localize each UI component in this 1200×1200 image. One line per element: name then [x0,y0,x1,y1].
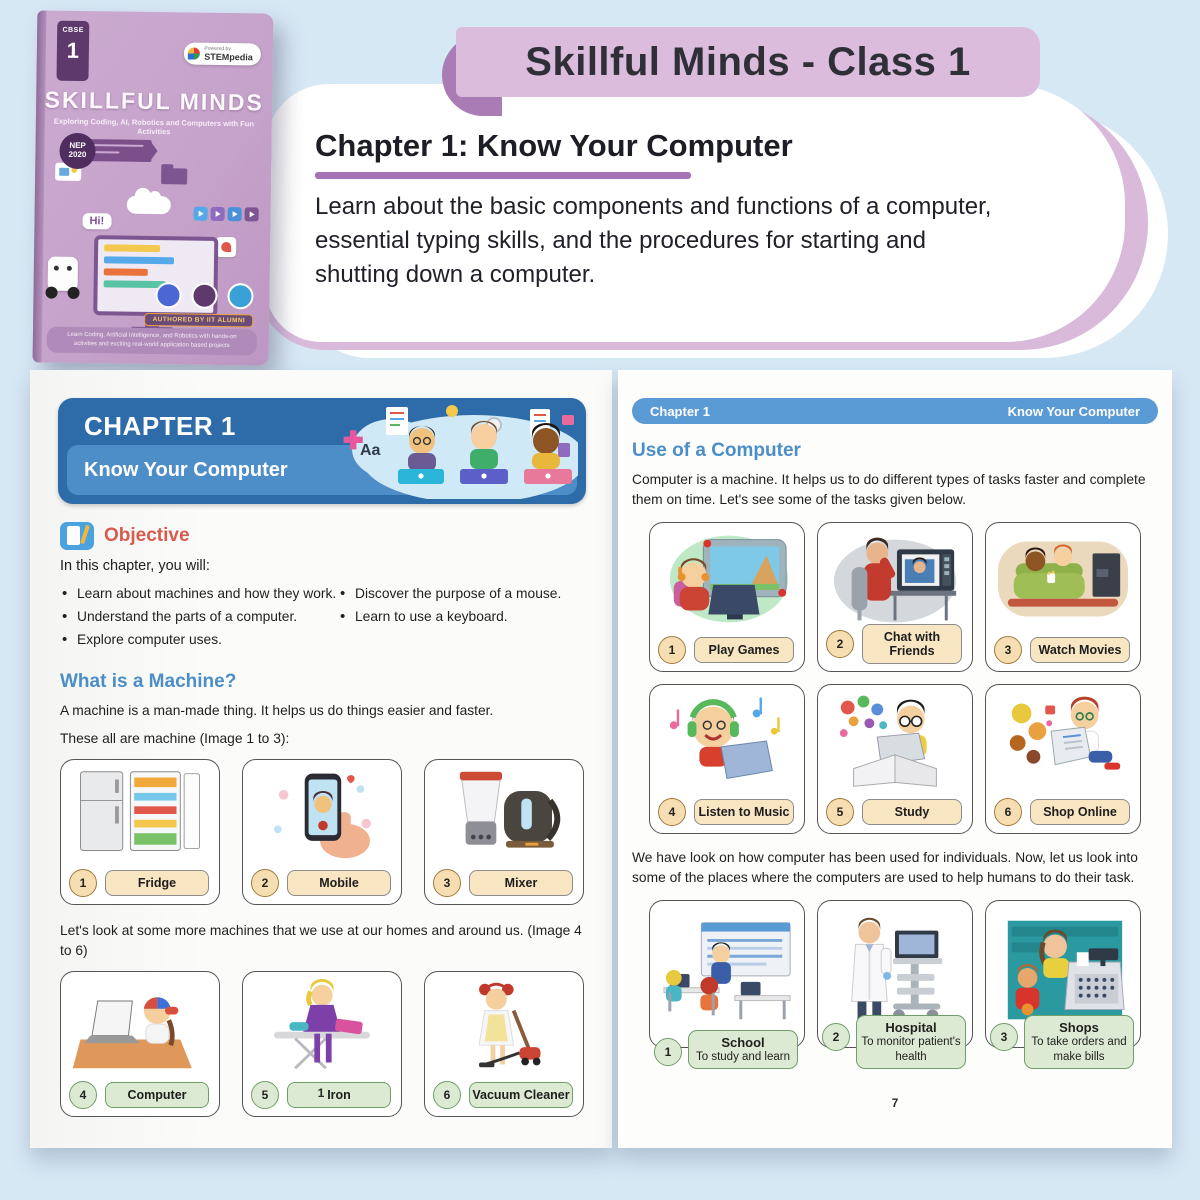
task-label: Chat with Friends [862,624,962,664]
cover-tagline: Learn Coding, Artificial Intelligence, and Robotics with hands-on activities and exciting real-world application based projects [47,327,257,356]
kids-with-laptops-illustration [334,403,578,499]
cbse-grade-tab [56,21,89,81]
right-page [618,370,1172,1148]
machine-text-2: These all are machine (Image 1 to 3): [60,731,290,746]
image-number: 6 [433,1081,461,1109]
place-card-shops [985,900,1141,1063]
fridge-illustration [71,766,209,862]
chapter-description: Learn about the basic components and functions of a computer, essential typing skills, and the procedures for starting and shutting down a computer. [315,193,992,289]
place-number: 3 [990,1023,1018,1051]
mobile-illustration [253,766,391,862]
mixer-illustration [435,766,573,862]
objective-list [60,578,586,655]
machine-label: Computer [105,1082,209,1108]
title-banner [456,27,1040,97]
place-title: Hospital [885,1020,937,1036]
running-header-title: Know Your Computer [1007,403,1140,419]
task-card-shop [985,684,1141,834]
vacuum-cleaner-illustration [435,978,573,1074]
grade-number: 1 [66,37,80,63]
computer-places-row [649,900,1141,1063]
machine-label: Iron [287,1082,391,1108]
place-card-hospital [817,900,973,1063]
task-number: 4 [658,798,686,826]
machine-label: Mobile [287,870,391,896]
right-page-number: 7 [891,1096,899,1110]
coding-blocks-icons [194,207,259,222]
chapter-number-label: CHAPTER 1 [84,411,236,441]
task-label: Study [862,799,962,825]
image-number: 1 [69,869,97,897]
place-title: Shops [1059,1020,1099,1036]
robot-illustration [48,257,78,291]
svg-text:Aa: Aa [360,442,381,459]
listen-to-music-illustration [658,691,796,791]
task-card-watch-movies [985,522,1141,672]
windows-icon [155,282,181,308]
ironing-illustration [253,978,391,1074]
objective-item: • Learn to use a keyboard. [338,609,586,624]
places-intro: We have look on how computer has been used for individuals. Now, let us look into some of the places where the computers are used to help humans to do their task. [632,850,1138,885]
machines-row-1 [60,759,584,905]
book-cover [33,10,274,365]
running-header-chapter: Chapter 1 [650,403,710,419]
hi-speech-bubble: Hi! [82,213,111,229]
image-number: 2 [251,869,279,897]
objective-notepad-icon [60,522,94,550]
objective-heading: Objective [104,525,190,546]
computer-tasks-grid [649,522,1141,834]
machine-text-3: Let's look at some more machines that we use at our homes and around us. (Image 4 to 6) [60,923,582,958]
nep-2020-badge: NEP 2020 [59,133,95,169]
task-number: 1 [658,636,686,664]
place-number: 1 [654,1038,682,1066]
objective-item: • Discover the purpose of a mouse. [338,586,586,601]
play-games-illustration [658,529,796,629]
hospital-illustration [826,911,964,1031]
task-card-play-games [649,522,805,672]
machine-text-1: A machine is a man-made thing. It helps us do things easier and faster. [60,703,494,718]
watch-movies-illustration [994,529,1132,629]
machine-card-fridge [60,759,220,905]
folder-icon [161,168,187,184]
powered-by-label: Powered by [204,45,231,53]
chat-with-friends-illustration [826,529,964,629]
stempedia-bird-icon [188,47,200,59]
use-of-computer-intro: Computer is a machine. It helps us to do different types of tasks faster and complete them on time. Let's see some of the tasks given below. [632,472,1146,507]
chapter-name-panel: Know Your Computer [67,445,577,495]
objective-item: • Learn about machines and how they work. [60,586,338,601]
authored-banner: AUTHORED BY IIT ALUMNI [144,313,253,328]
heart-brush-icon [216,237,236,257]
task-card-music [649,684,805,834]
place-number: 2 [822,1023,850,1051]
machine-label: Mixer [469,870,573,896]
task-number: 6 [994,798,1022,826]
place-desc: To monitor patient's health [861,1036,961,1063]
cover-subtitle: Exploring Coding, AI, Robotics and Computers with Fun Activities [53,116,255,137]
left-page [30,370,612,1148]
paint-icon [227,283,253,309]
machine-section-heading: What is a Machine? [60,671,237,692]
cover-title: SKILLFUL MINDS [44,86,264,116]
image-number: 3 [433,869,461,897]
shop-online-illustration [994,691,1132,791]
image-number: 5 [251,1081,279,1109]
task-label: Watch Movies [1030,637,1130,663]
machine-label: Fridge [105,870,209,896]
study-illustration [826,691,964,791]
image-number: 4 [69,1081,97,1109]
objective-item: • Understand the parts of a computer. [60,609,338,624]
place-card-school [649,900,805,1063]
chapter-banner [58,398,586,504]
pictoblox-icon [191,283,217,309]
chapter-heading: Chapter 1: Know Your Computer [315,128,793,163]
shops-illustration [994,911,1132,1031]
task-card-study [817,684,973,834]
place-desc: To take orders and make bills [1031,1036,1127,1063]
publisher-badge [184,42,261,65]
girl-at-computer-illustration [71,978,209,1074]
objective-intro: In this chapter, you will: [60,558,210,574]
left-page-number: 1 [317,1086,325,1100]
task-label: Play Games [694,637,794,663]
task-number: 5 [826,798,854,826]
task-number: 2 [826,630,854,658]
task-label: Listen to Music [694,799,794,825]
running-header [632,398,1158,424]
school-illustration [658,911,796,1031]
objective-item: • Explore computer uses. [60,632,338,647]
task-card-chat [817,522,973,672]
cloud-icon [127,196,171,215]
chapter-heading-underline [315,172,691,179]
machine-label: Vacuum Cleaner [469,1082,573,1108]
task-label: Shop Online [1030,799,1130,825]
place-desc: To study and learn [696,1050,790,1063]
publisher-name: STEMpedia [204,51,253,63]
task-number: 3 [994,636,1022,664]
board-label: CBSE [62,26,84,35]
use-of-computer-heading: Use of a Computer [632,440,801,461]
machine-card-mobile [242,759,402,905]
software-app-icons [155,282,253,309]
machine-card-mixer [424,759,584,905]
place-title: School [721,1034,765,1050]
book-series-title: Skillful Minds - Class 1 [525,39,971,84]
